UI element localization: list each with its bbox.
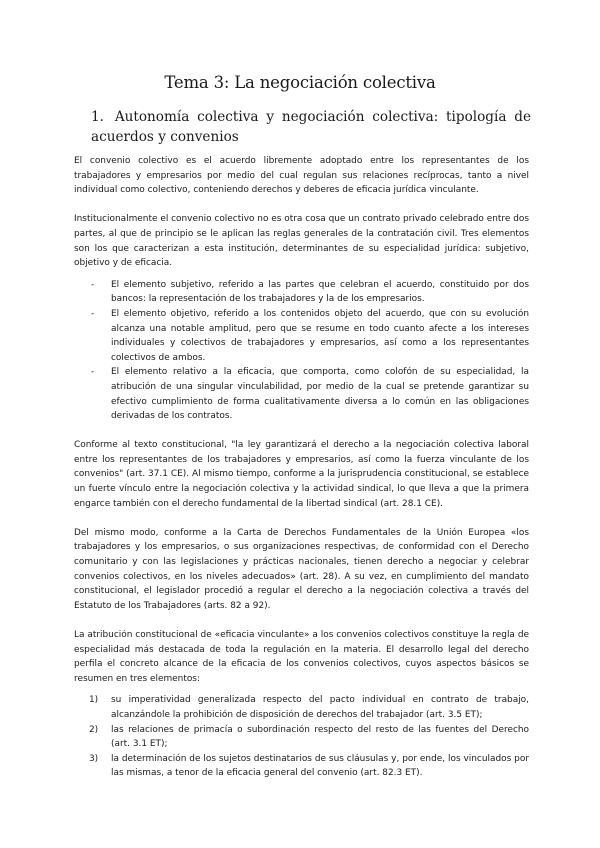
paragraph: Institucionalmente el convenio colectivo no es otra cosa que un contrato privado celebrado entre dos partes, al que de principio se le aplican las reglas generales de la contratación civil. Tres elementos son los que caracterizan a esta institución, determinantes de su especialidad jurídica: subjetivo, objetivo y de eficacia. (74, 214, 530, 269)
numbered-list-item (74, 723, 529, 752)
list-item-text: su imperatividad generalizada respecto del pacto individual en contrato de trabajo, alcanzándole la prohibición de disposición de derechos del trabajador (art. 3.5 ET); (111, 695, 529, 720)
list-bullet: - (91, 367, 95, 378)
elements-list (74, 278, 529, 424)
list-number: 2) (89, 724, 99, 735)
list-bullet: - (91, 308, 95, 319)
section-number: 1. (91, 109, 104, 125)
list-item (74, 278, 529, 307)
section-heading-text: Autonomía colectiva y negociación colectiva: tipología de acuerdos y convenios (91, 109, 531, 145)
numbered-list (74, 693, 529, 781)
document-body (74, 154, 529, 796)
page-title: Tema 3: La negociación colectiva (164, 73, 436, 92)
list-item-text: la determinación de los sujetos destinatarios de sus cláusulas y, por ende, los vinculados por las mismas, a tenor de la eficacia general del convenio (art. 82.3 ET). (111, 753, 529, 779)
list-item-text: las relaciones de primacía o subordinación respecto del resto de las fuentes del Derecho (art. 3.1 ET); (111, 724, 529, 750)
section-heading (91, 107, 531, 147)
list-item (74, 307, 529, 365)
list-bullet: - (91, 279, 95, 290)
paragraph: El convenio colectivo es el acuerdo libremente adoptado entre los representantes de los trabajadores y empresarios por medio del cual regulan sus relaciones recíprocas, tanto a nivel individual como colectivo, conteniendo derechos y deberes de eficacia jurídica vinculante. (74, 156, 529, 196)
list-item-text: El elemento subjetivo, referido a las partes que celebran el acuerdo, constituido por dos bancos: la representación de los trabajadores y la de los empresarios. (111, 279, 529, 305)
paragraph: Del mismo modo, conforme a la Carta de Derechos Fundamentales de la Unión Europea «los trabajadores y los empresarios, o sus organizaciones respectivas, de conformidad con el Derecho comunitario y con las legislaciones y prácticas nacionales, tienen derecho a negociar y celebrar convenios colectivos, en los niveles adecuados» (art. 28). A su vez, en cumplimiento del mandato constitucional, el legislador procedió a regular el derecho a la negociación colectiva a través del Estatuto de los Trabajadores (arts. 82 a 92). (74, 527, 529, 611)
list-item (74, 365, 529, 423)
numbered-list-item (74, 693, 529, 722)
list-item-text: El elemento relativo a la eficacia, que comporta, como colofón de su especialidad, la atribución de una singular vinculabilidad, por medio de la cual se pretende garantizar su efectivo cumplimiento de forma cualitativamente diversa a lo común en las obligaciones derivadas de los contratos. (111, 367, 529, 422)
list-number: 1) (89, 695, 99, 706)
list-number: 3) (89, 753, 99, 764)
paragraph: La atribución constitucional de «eficacia vinculante» a los convenios colectivos constituye la regla de especialidad más destacada de toda la regulación en la materia. El desarrollo legal del derecho perfila el concreto alcance de la eficacia de los convenios colectivos, cuyos aspectos básicos se resumen en tres elementos: (74, 630, 529, 684)
list-item-text: El elemento objetivo, referido a los contenidos objeto del acuerdo, que con su evolución alcanza una notable amplitud, pero que se resume en todo cuanto afecte a los intereses individuales y colectivos de trabajadores y empresarios, así como a los representantes colectivos de ambos. (111, 308, 529, 363)
numbered-list-item (74, 752, 529, 781)
paragraph: Conforme al texto constitucional, "la ley garantizará el derecho a la negociación colectiva laboral entre los representantes de los trabajadores y empresarios, así como la fuerza vinculante de los convenios" (art. 37.1 CE). Al mismo tiempo, conforme a la jurisprudencia constitucional, se establece un fuerte vínculo entre la negociación colectiva y la actividad sindical, lo que lleva a que la primera engarce también con el derecho fundamental de la libertad sindical (art. 28.1 CE). (74, 440, 529, 509)
